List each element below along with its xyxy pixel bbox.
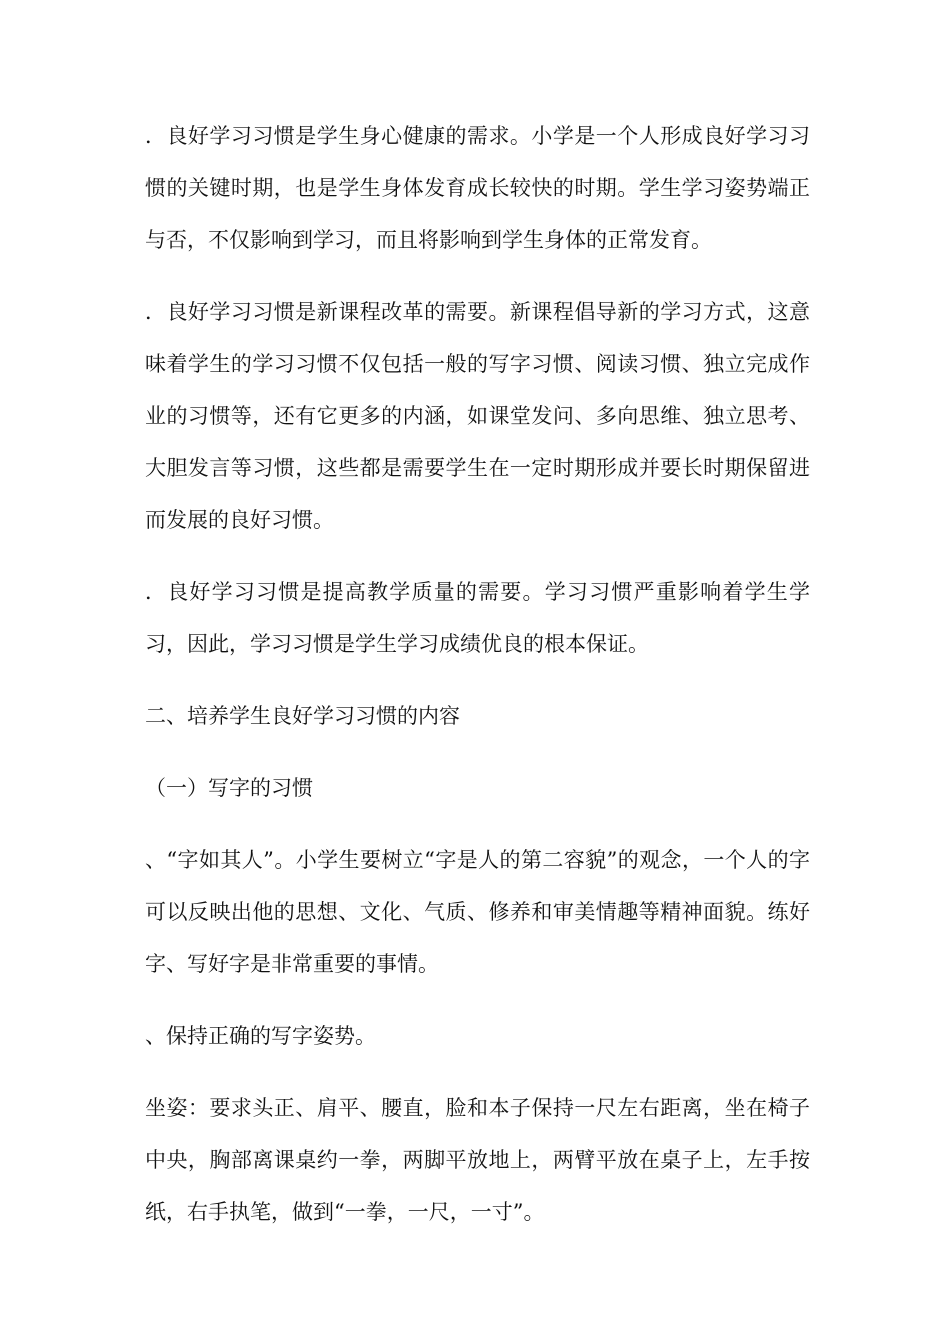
paragraph-writing-posture: 、保持正确的写字姿势。 (145, 1024, 376, 1048)
subsection-heading: （一）写字的习惯 (145, 776, 313, 800)
paragraph-sitting-posture: 坐姿：要求头正、肩平、腰直，脸和本子保持一尺左右距离，坐在椅子中央，胸部离课桌约一拳，两脚平放地上，两臂平放在桌子上，左手按纸，右手执笔，做到“一拳，一尺，一寸”。 (145, 1096, 810, 1224)
paragraph-health-need: ．良好学习习惯是学生身心健康的需求。小学是一个人形成良好学习习惯的关键时期，也是学生身体发育成长较快的时期。学生学习姿势端正与否，不仅影响到学习，而且将影响到学生身体的正常发育。 (145, 124, 810, 252)
section-heading: 二、培养学生良好学习习惯的内容 (145, 704, 460, 728)
document-body (145, 110, 810, 1258)
paragraph-handwriting-character: 、“字如其人”。小学生要树立“字是人的第二容貌”的观念，一个人的字可以反映出他的思想、文化、气质、修养和审美情趣等精神面貌。练好字、写好字是非常重要的事情。 (145, 848, 810, 976)
paragraph-teaching-quality: ．良好学习习惯是提高教学质量的需要。学习习惯严重影响着学生学习，因此，学习习惯是学生学习成绩优良的根本保证。 (145, 580, 810, 656)
paragraph-curriculum-reform: ．良好学习习惯是新课程改革的需要。新课程倡导新的学习方式，这意味着学生的学习习惯不仅包括一般的写字习惯、阅读习惯、独立完成作业的习惯等，还有它更多的内涵，如课堂发问、多向思维、独立思考、大胆发言等习惯，这些都是需要学生在一定时期形成并要长时期保留进而发展的良好习惯。 (145, 300, 810, 532)
